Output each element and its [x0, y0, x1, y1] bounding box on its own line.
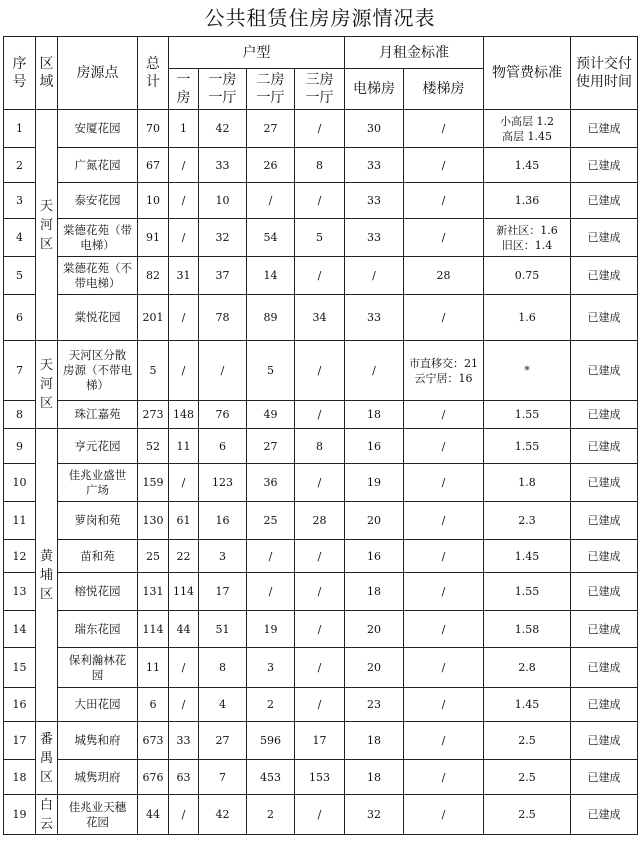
region-cell: 天河区	[36, 341, 58, 429]
delivery-cell: 已建成	[571, 502, 638, 540]
row-number: 9	[4, 429, 36, 464]
rent-stairs-cell: /	[404, 688, 484, 722]
rent-stairs-cell: /	[404, 464, 484, 502]
unit-2room1hall-cell: /	[247, 183, 295, 219]
unit-1room-cell: 11	[169, 429, 199, 464]
property-fee-cell: 1.55	[484, 573, 571, 611]
rent-elevator-cell: 18	[345, 722, 404, 760]
delivery-cell: 已建成	[571, 464, 638, 502]
housing-name: 广氮花园	[58, 148, 138, 183]
delivery-cell: 已建成	[571, 341, 638, 401]
table-row	[4, 257, 638, 295]
rent-stairs-cell: /	[404, 502, 484, 540]
header-rent: 月租金标准	[345, 37, 484, 69]
delivery-cell: 已建成	[571, 573, 638, 611]
unit-3room1hall-cell: /	[295, 540, 345, 573]
unit-2room1hall-cell: 27	[247, 429, 295, 464]
unit-2room1hall-cell: 49	[247, 401, 295, 429]
table-row	[4, 295, 638, 341]
header-delivery: 预计交付 使用时间	[571, 37, 638, 110]
rent-elevator-cell: 20	[345, 648, 404, 688]
unit-1room-cell: /	[169, 183, 199, 219]
unit-1room-cell: /	[169, 688, 199, 722]
housing-name: 大田花园	[58, 688, 138, 722]
total-cell: 10	[138, 183, 169, 219]
rent-elevator-cell: 33	[345, 183, 404, 219]
header-name: 房源点	[58, 37, 138, 110]
property-fee-cell: 2.8	[484, 648, 571, 688]
row-number: 3	[4, 183, 36, 219]
table-header	[4, 37, 638, 110]
unit-2room1hall-cell: 54	[247, 219, 295, 257]
delivery-cell: 已建成	[571, 611, 638, 648]
unit-1room-cell: 63	[169, 760, 199, 795]
row-number: 15	[4, 648, 36, 688]
row-number: 16	[4, 688, 36, 722]
total-cell: 70	[138, 110, 169, 148]
unit-1room1hall-cell: 8	[199, 648, 247, 688]
housing-name: 榕悦花园	[58, 573, 138, 611]
total-cell: 130	[138, 502, 169, 540]
unit-2room1hall-cell: 596	[247, 722, 295, 760]
unit-1room-cell: 31	[169, 257, 199, 295]
unit-3room1hall-cell: /	[295, 110, 345, 148]
row-number: 6	[4, 295, 36, 341]
delivery-cell: 已建成	[571, 148, 638, 183]
unit-3room1hall-cell: /	[295, 183, 345, 219]
unit-1room1hall-cell: 76	[199, 401, 247, 429]
row-number: 17	[4, 722, 36, 760]
delivery-cell: 已建成	[571, 795, 638, 835]
region-cell: 白云	[36, 795, 58, 835]
rent-elevator-cell: 16	[345, 540, 404, 573]
property-fee-cell: 小高层 1.2 高层 1.45	[484, 110, 571, 148]
total-cell: 159	[138, 464, 169, 502]
table-row	[4, 722, 638, 760]
row-number: 13	[4, 573, 36, 611]
unit-1room1hall-cell: 42	[199, 110, 247, 148]
unit-1room-cell: /	[169, 648, 199, 688]
housing-name: 萝岗和苑	[58, 502, 138, 540]
unit-3room1hall-cell: /	[295, 464, 345, 502]
table-row	[4, 540, 638, 573]
unit-3room1hall-cell: 17	[295, 722, 345, 760]
header-rent-stairs: 楼梯房	[404, 69, 484, 110]
total-cell: 5	[138, 341, 169, 401]
total-cell: 67	[138, 148, 169, 183]
table-row	[4, 611, 638, 648]
rent-stairs-cell: /	[404, 401, 484, 429]
unit-1room1hall-cell: 37	[199, 257, 247, 295]
unit-1room1hall-cell: 123	[199, 464, 247, 502]
unit-1room1hall-cell: 27	[199, 722, 247, 760]
unit-2room1hall-cell: 453	[247, 760, 295, 795]
unit-2room1hall-cell: 5	[247, 341, 295, 401]
rent-elevator-cell: 18	[345, 573, 404, 611]
total-cell: 131	[138, 573, 169, 611]
unit-2room1hall-cell: /	[247, 540, 295, 573]
row-number: 4	[4, 219, 36, 257]
housing-name: 佳兆业盛世 广场	[58, 464, 138, 502]
delivery-cell: 已建成	[571, 540, 638, 573]
property-fee-cell: 新社区：1.6 旧区：1.4	[484, 219, 571, 257]
rent-stairs-cell: /	[404, 760, 484, 795]
table-row	[4, 795, 638, 835]
unit-1room-cell: /	[169, 219, 199, 257]
unit-3room1hall-cell: /	[295, 257, 345, 295]
housing-name: 泰安花园	[58, 183, 138, 219]
table-row	[4, 148, 638, 183]
rent-elevator-cell: 19	[345, 464, 404, 502]
property-fee-cell: 1.45	[484, 688, 571, 722]
unit-2room1hall-cell: 36	[247, 464, 295, 502]
delivery-cell: 已建成	[571, 219, 638, 257]
table-row	[4, 341, 638, 401]
unit-1room-cell: 61	[169, 502, 199, 540]
rent-stairs-cell: /	[404, 795, 484, 835]
housing-name: 苗和苑	[58, 540, 138, 573]
header-fee: 物管费标准	[484, 37, 571, 110]
housing-name: 城隽和府	[58, 722, 138, 760]
housing-table	[3, 36, 638, 835]
unit-3room1hall-cell: /	[295, 688, 345, 722]
unit-2room1hall-cell: 2	[247, 688, 295, 722]
table-title: 公共租赁住房房源情况表	[204, 6, 436, 30]
housing-name: 佳兆业天穗 花园	[58, 795, 138, 835]
rent-elevator-cell: 18	[345, 401, 404, 429]
header-unit-3room1hall: 三房 一厅	[295, 69, 345, 110]
unit-2room1hall-cell: 14	[247, 257, 295, 295]
unit-1room1hall-cell: 3	[199, 540, 247, 573]
total-cell: 673	[138, 722, 169, 760]
rent-elevator-cell: 33	[345, 148, 404, 183]
total-cell: 6	[138, 688, 169, 722]
total-cell: 44	[138, 795, 169, 835]
row-number: 12	[4, 540, 36, 573]
unit-1room1hall-cell: 32	[199, 219, 247, 257]
total-cell: 676	[138, 760, 169, 795]
header-region: 区域	[36, 37, 58, 110]
unit-2room1hall-cell: 19	[247, 611, 295, 648]
property-fee-cell: 1.45	[484, 540, 571, 573]
unit-3room1hall-cell: /	[295, 341, 345, 401]
rent-stairs-cell: /	[404, 219, 484, 257]
unit-1room-cell: /	[169, 464, 199, 502]
property-fee-cell: 0.75	[484, 257, 571, 295]
table-row	[4, 183, 638, 219]
rent-elevator-cell: 33	[345, 219, 404, 257]
property-fee-cell: 1.45	[484, 148, 571, 183]
rent-stairs-cell: 28	[404, 257, 484, 295]
unit-3room1hall-cell: /	[295, 401, 345, 429]
rent-elevator-cell: 33	[345, 295, 404, 341]
table-body	[4, 110, 638, 835]
unit-2room1hall-cell: 3	[247, 648, 295, 688]
unit-1room-cell: 114	[169, 573, 199, 611]
total-cell: 25	[138, 540, 169, 573]
row-number: 10	[4, 464, 36, 502]
unit-1room1hall-cell: 51	[199, 611, 247, 648]
unit-1room1hall-cell: 4	[199, 688, 247, 722]
header-unit-1room: 一 房	[169, 69, 199, 110]
housing-name: 安厦花园	[58, 110, 138, 148]
unit-3room1hall-cell: 8	[295, 148, 345, 183]
rent-elevator-cell: 23	[345, 688, 404, 722]
property-fee-cell: 1.55	[484, 429, 571, 464]
housing-name: 棠悦花园	[58, 295, 138, 341]
property-fee-cell: 2.5	[484, 795, 571, 835]
delivery-cell: 已建成	[571, 688, 638, 722]
unit-3room1hall-cell: 28	[295, 502, 345, 540]
unit-1room1hall-cell: 10	[199, 183, 247, 219]
table-row	[4, 464, 638, 502]
rent-stairs-cell: /	[404, 611, 484, 648]
row-number: 5	[4, 257, 36, 295]
delivery-cell: 已建成	[571, 760, 638, 795]
total-cell: 82	[138, 257, 169, 295]
unit-1room1hall-cell: 33	[199, 148, 247, 183]
row-number: 1	[4, 110, 36, 148]
total-cell: 91	[138, 219, 169, 257]
row-number: 11	[4, 502, 36, 540]
unit-2room1hall-cell: 27	[247, 110, 295, 148]
unit-3room1hall-cell: /	[295, 611, 345, 648]
housing-name: 城隽玥府	[58, 760, 138, 795]
unit-1room-cell: 148	[169, 401, 199, 429]
unit-3room1hall-cell: /	[295, 795, 345, 835]
unit-1room1hall-cell: 6	[199, 429, 247, 464]
unit-2room1hall-cell: 2	[247, 795, 295, 835]
unit-1room1hall-cell: 16	[199, 502, 247, 540]
delivery-cell: 已建成	[571, 429, 638, 464]
rent-stairs-cell: 市直移交：21 云宁居：16	[404, 341, 484, 401]
delivery-cell: 已建成	[571, 648, 638, 688]
housing-name: 亨元花园	[58, 429, 138, 464]
header-rent-elevator: 电梯房	[345, 69, 404, 110]
table-row	[4, 648, 638, 688]
total-cell: 11	[138, 648, 169, 688]
unit-2room1hall-cell: 89	[247, 295, 295, 341]
rent-elevator-cell: 32	[345, 795, 404, 835]
delivery-cell: 已建成	[571, 183, 638, 219]
total-cell: 52	[138, 429, 169, 464]
delivery-cell: 已建成	[571, 722, 638, 760]
unit-1room-cell: 44	[169, 611, 199, 648]
total-cell: 114	[138, 611, 169, 648]
row-number: 19	[4, 795, 36, 835]
rent-stairs-cell: /	[404, 573, 484, 611]
property-fee-cell: 1.8	[484, 464, 571, 502]
unit-1room-cell: /	[169, 148, 199, 183]
housing-name: 棠德花苑（带 电梯）	[58, 219, 138, 257]
unit-2room1hall-cell: /	[247, 573, 295, 611]
housing-name: 珠江嘉苑	[58, 401, 138, 429]
unit-3room1hall-cell: 34	[295, 295, 345, 341]
rent-elevator-cell: /	[345, 341, 404, 401]
property-fee-cell: *	[484, 341, 571, 401]
housing-name: 保利瀚林花 园	[58, 648, 138, 688]
property-fee-cell: 1.55	[484, 401, 571, 429]
region-cell: 番禺区	[36, 722, 58, 795]
unit-3room1hall-cell: 153	[295, 760, 345, 795]
table-row	[4, 219, 638, 257]
housing-name: 瑞东花园	[58, 611, 138, 648]
property-fee-cell: 1.6	[484, 295, 571, 341]
header-seq: 序号	[4, 37, 36, 110]
header-unit-1room1hall: 一房 一厅	[199, 69, 247, 110]
rent-elevator-cell: 18	[345, 760, 404, 795]
total-cell: 201	[138, 295, 169, 341]
unit-1room1hall-cell: 42	[199, 795, 247, 835]
rent-elevator-cell: 20	[345, 611, 404, 648]
rent-stairs-cell: /	[404, 110, 484, 148]
property-fee-cell: 1.58	[484, 611, 571, 648]
table-row	[4, 429, 638, 464]
rent-elevator-cell: /	[345, 257, 404, 295]
unit-1room1hall-cell: 17	[199, 573, 247, 611]
table-row	[4, 401, 638, 429]
rent-stairs-cell: /	[404, 295, 484, 341]
unit-1room1hall-cell: 78	[199, 295, 247, 341]
row-number: 8	[4, 401, 36, 429]
header-unit-2room1hall: 二房 一厅	[247, 69, 295, 110]
unit-1room-cell: /	[169, 341, 199, 401]
unit-2room1hall-cell: 26	[247, 148, 295, 183]
table-row	[4, 110, 638, 148]
rent-stairs-cell: /	[404, 648, 484, 688]
row-number: 14	[4, 611, 36, 648]
property-fee-cell: 2.3	[484, 502, 571, 540]
table-row	[4, 760, 638, 795]
rent-elevator-cell: 30	[345, 110, 404, 148]
unit-1room-cell: 33	[169, 722, 199, 760]
unit-1room-cell: /	[169, 295, 199, 341]
unit-3room1hall-cell: /	[295, 573, 345, 611]
unit-1room-cell: /	[169, 795, 199, 835]
rent-stairs-cell: /	[404, 183, 484, 219]
rent-elevator-cell: 16	[345, 429, 404, 464]
table-row	[4, 688, 638, 722]
delivery-cell: 已建成	[571, 257, 638, 295]
rent-stairs-cell: /	[404, 429, 484, 464]
region-cell: 黄埔区	[36, 429, 58, 722]
region-cell: 天河区	[36, 110, 58, 341]
rent-stairs-cell: /	[404, 540, 484, 573]
total-cell: 273	[138, 401, 169, 429]
unit-1room-cell: 1	[169, 110, 199, 148]
unit-3room1hall-cell: 5	[295, 219, 345, 257]
header-unit-type: 户型	[169, 37, 345, 69]
delivery-cell: 已建成	[571, 401, 638, 429]
row-number: 18	[4, 760, 36, 795]
unit-1room1hall-cell: 7	[199, 760, 247, 795]
row-number: 2	[4, 148, 36, 183]
unit-3room1hall-cell: /	[295, 648, 345, 688]
table-row	[4, 573, 638, 611]
header-total: 总计	[138, 37, 169, 110]
rent-stairs-cell: /	[404, 722, 484, 760]
rent-stairs-cell: /	[404, 148, 484, 183]
property-fee-cell: 2.5	[484, 722, 571, 760]
unit-1room1hall-cell: /	[199, 341, 247, 401]
property-fee-cell: 2.5	[484, 760, 571, 795]
housing-name: 天河区分散 房源（不带电 梯）	[58, 341, 138, 401]
table-row	[4, 502, 638, 540]
unit-2room1hall-cell: 25	[247, 502, 295, 540]
rent-elevator-cell: 20	[345, 502, 404, 540]
delivery-cell: 已建成	[571, 110, 638, 148]
unit-3room1hall-cell: 8	[295, 429, 345, 464]
housing-name: 棠德花苑（不 带电梯）	[58, 257, 138, 295]
row-number: 7	[4, 341, 36, 401]
delivery-cell: 已建成	[571, 295, 638, 341]
property-fee-cell: 1.36	[484, 183, 571, 219]
unit-1room-cell: 22	[169, 540, 199, 573]
